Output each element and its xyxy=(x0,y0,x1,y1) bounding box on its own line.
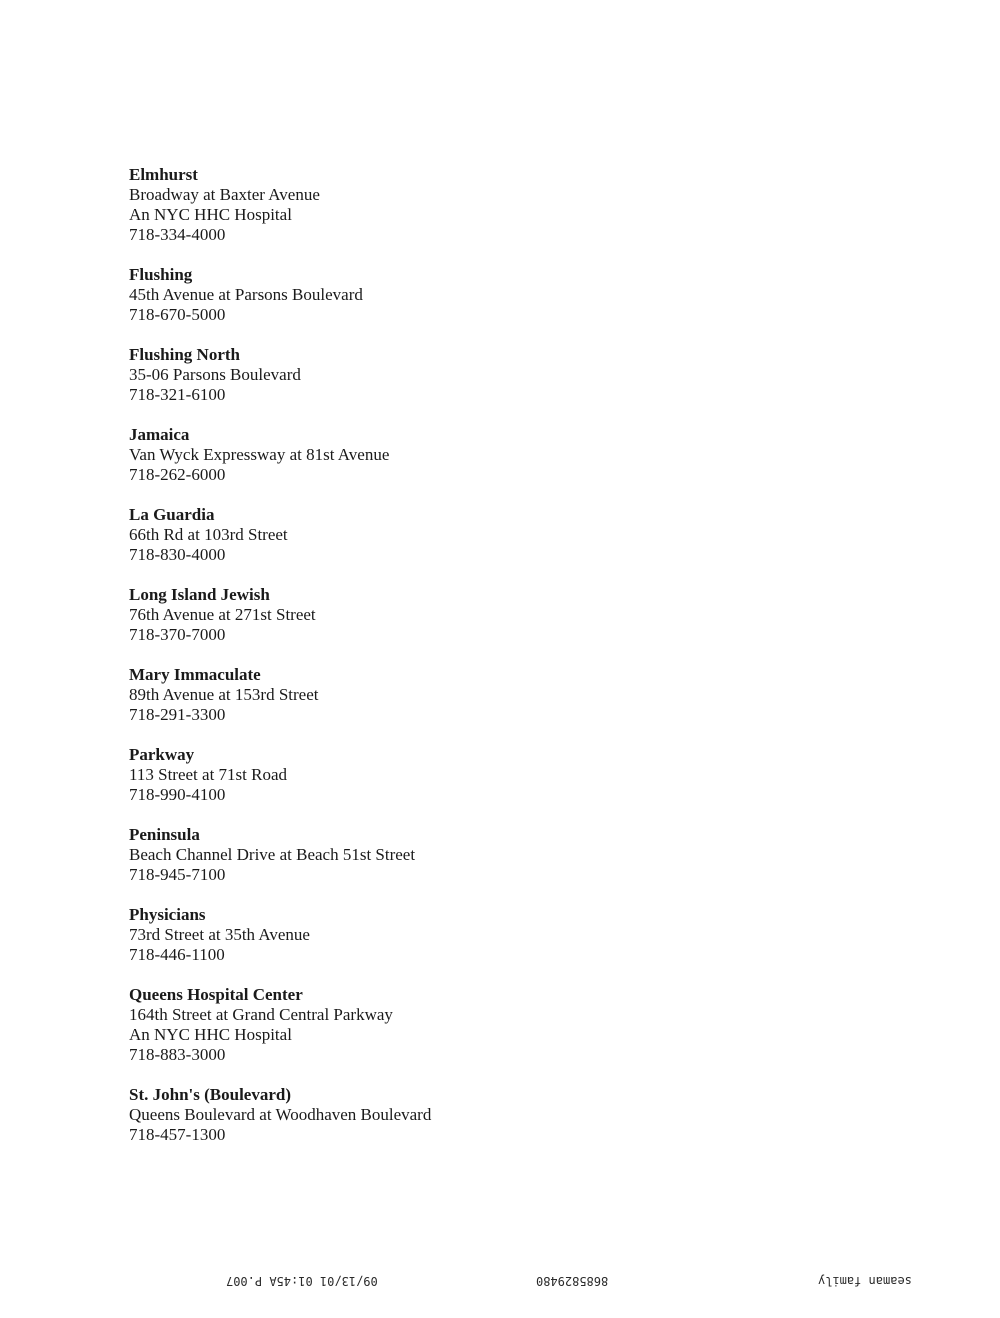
hospital-entry xyxy=(129,905,649,965)
hospital-address: 45th Avenue at Parsons Boulevard xyxy=(129,285,363,304)
hospital-phone: 718-334-4000 xyxy=(129,225,226,244)
hospital-name: Peninsula xyxy=(129,825,200,844)
hospital-address: 76th Avenue at 271st Street xyxy=(129,605,316,624)
hospital-note: An NYC HHC Hospital xyxy=(129,1025,292,1044)
hospital-entry xyxy=(129,505,649,565)
hospital-name: Long Island Jewish xyxy=(129,585,270,604)
hospital-entry xyxy=(129,165,649,245)
hospital-entry xyxy=(129,265,649,325)
hospital-address: Van Wyck Expressway at 81st Avenue xyxy=(129,445,390,464)
fax-transmission-header xyxy=(0,1274,1000,1298)
fax-date-time-page: 09/13/01 01:45A P.007 xyxy=(226,1274,378,1288)
hospital-name: Flushing North xyxy=(129,345,240,364)
hospital-phone: 718-321-6100 xyxy=(129,385,226,404)
hospital-entry xyxy=(129,345,649,405)
hospital-address: 73rd Street at 35th Avenue xyxy=(129,925,310,944)
hospital-address: 66th Rd at 103rd Street xyxy=(129,525,288,544)
hospital-entry xyxy=(129,585,649,645)
hospital-name: Flushing xyxy=(129,265,193,284)
hospital-entry xyxy=(129,665,649,725)
hospital-phone: 718-262-6000 xyxy=(129,465,226,484)
hospital-phone: 718-883-3000 xyxy=(129,1045,226,1064)
hospital-phone: 718-945-7100 xyxy=(129,865,226,884)
hospital-entry xyxy=(129,825,649,885)
hospital-entry xyxy=(129,425,649,485)
hospital-name: Physicians xyxy=(129,905,206,924)
hospital-entry xyxy=(129,745,649,805)
hospital-address: 35-06 Parsons Boulevard xyxy=(129,365,301,384)
hospital-address: 113 Street at 71st Road xyxy=(129,765,288,784)
hospital-name: Queens Hospital Center xyxy=(129,985,303,1004)
hospital-name: La Guardia xyxy=(129,505,215,524)
hospital-name: Parkway xyxy=(129,745,195,764)
hospital-address: Beach Channel Drive at Beach 51st Street xyxy=(129,845,416,864)
hospital-phone: 718-370-7000 xyxy=(129,625,226,644)
hospital-phone: 718-990-4100 xyxy=(129,785,226,804)
hospital-phone: 718-446-1100 xyxy=(129,945,225,964)
fax-number: 8685829480 xyxy=(536,1274,609,1288)
hospital-address: 164th Street at Grand Central Parkway xyxy=(129,1005,393,1024)
hospital-phone: 718-670-5000 xyxy=(129,305,226,324)
hospital-list xyxy=(129,165,649,1165)
hospital-note: An NYC HHC Hospital xyxy=(129,205,292,224)
hospital-name: Elmhurst xyxy=(129,165,198,184)
hospital-name: Mary Immaculate xyxy=(129,665,261,684)
hospital-address: Broadway at Baxter Avenue xyxy=(129,185,320,204)
hospital-phone: 718-291-3300 xyxy=(129,705,226,724)
hospital-address: Queens Boulevard at Woodhaven Boulevard xyxy=(129,1105,432,1124)
hospital-phone: 718-830-4000 xyxy=(129,545,226,564)
hospital-name: Jamaica xyxy=(129,425,190,444)
fax-sender: seaman family xyxy=(818,1274,912,1288)
hospital-name: St. John's (Boulevard) xyxy=(129,1085,291,1104)
hospital-entry xyxy=(129,1085,649,1145)
hospital-address: 89th Avenue at 153rd Street xyxy=(129,685,319,704)
hospital-entry xyxy=(129,985,649,1065)
hospital-phone: 718-457-1300 xyxy=(129,1125,226,1144)
